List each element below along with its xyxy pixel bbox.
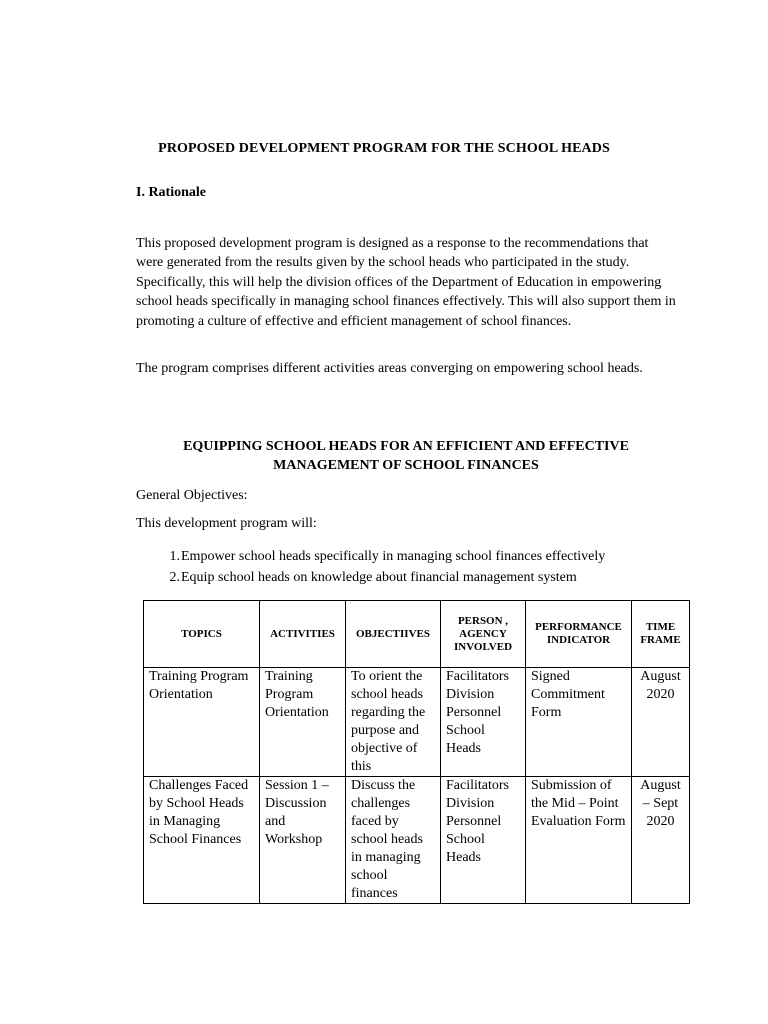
cell-objective: To orient the school heads regarding the purpose and objective of this <box>346 668 441 777</box>
header-person-agency: PERSON , AGENCY INVOLVED <box>441 601 526 668</box>
table-row <box>144 668 690 777</box>
cell-topic: Challenges Faced by School Heads in Managing School Finances <box>144 777 260 904</box>
objective-item <box>136 546 605 567</box>
cell-time: August 2020 <box>632 668 690 777</box>
objective-text: Empower school heads specifically in managing school finances effectively <box>181 549 606 564</box>
objectives-list <box>136 546 605 588</box>
objective-number: 1. <box>169 549 180 564</box>
header-topics: TOPICS <box>144 601 260 668</box>
cell-person: Facilitators Division Personnel School Heads <box>441 777 526 904</box>
document-title: PROPOSED DEVELOPMENT PROGRAM FOR THE SCHOOL HEADS <box>158 141 610 156</box>
cell-time: August – Sept 2020 <box>632 777 690 904</box>
program-intro-line: This development program will: <box>136 516 317 531</box>
table-header-row <box>144 601 690 668</box>
cell-activity: Session 1 – Discussion and Workshop <box>260 777 346 904</box>
header-time-frame: TIME FRAME <box>632 601 690 668</box>
rationale-paragraph-1: This proposed development program is designed as a response to the recommendations that were generated from the results given by the school heads who participated in the study. Specifically, this will help the division offices of the Department of Education in empowering school heads specifically in managing school finances effectively. This will also support them in promoting a culture of effective and efficient management of school finances. <box>136 236 676 329</box>
rationale-paragraph-2: The program comprises different activities areas converging on empowering school heads. <box>136 361 643 376</box>
cell-person: Facilitators Division Personnel School Heads <box>441 668 526 777</box>
program-subtitle: EQUIPPING SCHOOL HEADS FOR AN EFFICIENT AND EFFECTIVE MANAGEMENT OF SCHOOL FINANCES <box>183 439 629 473</box>
cell-indicator: Submission of the Mid – Point Evaluation Form <box>526 777 632 904</box>
table-row <box>144 777 690 904</box>
program-table <box>143 600 690 904</box>
general-objectives-label: General Objectives: <box>136 488 248 503</box>
section-heading-rationale: I. Rationale <box>136 185 206 200</box>
objective-number: 2. <box>169 570 180 585</box>
objective-item <box>136 567 605 588</box>
header-activities: ACTIVITIES <box>260 601 346 668</box>
cell-indicator: Signed Commitment Form <box>526 668 632 777</box>
header-objectives: OBJECTIIVES <box>346 601 441 668</box>
cell-activity: Training Program Orientation <box>260 668 346 777</box>
objective-text: Equip school heads on knowledge about financial management system <box>181 570 577 585</box>
header-performance-indicator: PERFORMANCE INDICATOR <box>526 601 632 668</box>
cell-topic: Training Program Orientation <box>144 668 260 777</box>
cell-objective: Discuss the challenges faced by school heads in managing school finances <box>346 777 441 904</box>
